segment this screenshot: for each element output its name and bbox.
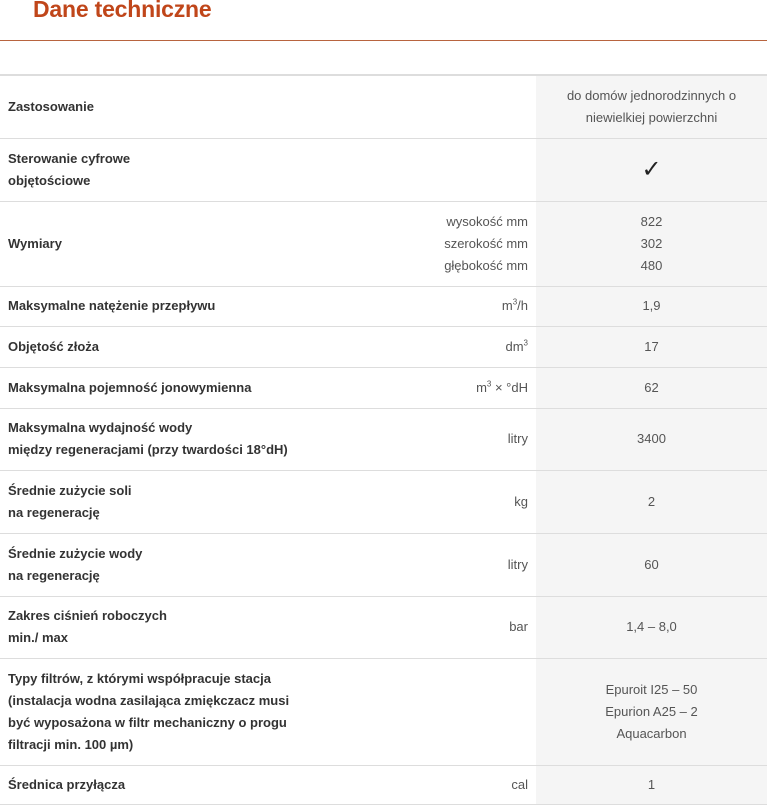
table-row — [0, 76, 767, 138]
row-label: Sterowanie cyfrowe objętościowe — [0, 138, 310, 201]
table-row — [0, 286, 767, 326]
table-row — [0, 533, 767, 596]
row-label: Średnie zużycie wody na regenerację — [0, 533, 310, 596]
table-row — [0, 658, 767, 765]
row-label: Zakres ciśnień roboczych min./ max — [0, 596, 310, 658]
page-title: Dane techniczne — [33, 0, 212, 22]
row-value: 17 — [536, 326, 767, 367]
row-unit — [310, 138, 536, 201]
row-label: Średnie zużycie soli na regenerację — [0, 470, 310, 533]
row-value: 822 302 480 — [536, 201, 767, 286]
row-value: 2 — [536, 470, 767, 533]
row-unit: bar — [310, 596, 536, 658]
checkmark-icon: ✓ — [641, 155, 662, 183]
row-label: Objętość złoża — [0, 326, 310, 367]
table-row — [0, 367, 767, 408]
title-divider — [0, 40, 767, 41]
row-unit: litry — [310, 533, 536, 596]
table-row — [0, 408, 767, 470]
row-label: Maksymalna wydajność wody między regeneracjami (przy twardości 18°dH) — [0, 408, 310, 470]
table-row — [0, 201, 767, 286]
row-value: 3400 — [536, 408, 767, 470]
table-row — [0, 326, 767, 367]
row-label: Maksymalne natężenie przepływu — [0, 286, 310, 326]
row-unit: cal — [310, 765, 536, 804]
row-value: 1,4 – 8,0 — [536, 596, 767, 658]
row-value: Epuroit I25 – 50 Epurion A25 – 2 Aquacarbon — [536, 658, 767, 765]
table-row — [0, 138, 767, 201]
table-row — [0, 765, 767, 804]
row-unit: wysokość mm szerokość mm głębokość mm — [310, 201, 536, 286]
row-value — [536, 138, 767, 201]
row-unit: $dm^3$ — [310, 326, 536, 367]
row-unit — [310, 658, 536, 765]
technical-data-table — [0, 76, 767, 805]
row-value: 60 — [536, 533, 767, 596]
row-value: 62 — [536, 367, 767, 408]
row-unit: litry — [310, 408, 536, 470]
row-unit: $m^3/h$ — [310, 286, 536, 326]
row-value: 1,9 — [536, 286, 767, 326]
row-value: 1 — [536, 765, 767, 804]
row-unit: $m^3 \times ^\circ dH$ — [310, 367, 536, 408]
row-label: Maksymalna pojemność jonowymienna — [0, 367, 310, 408]
table-row — [0, 470, 767, 533]
row-label: Zastosowanie — [0, 76, 310, 138]
row-value: do domów jednorodzinnych o niewielkiej powierzchni — [536, 76, 767, 138]
row-unit — [310, 76, 536, 138]
row-unit: kg — [310, 470, 536, 533]
table-row — [0, 596, 767, 658]
row-label: Typy filtrów, z którymi współpracuje stacja (instalacja wodna zasilająca zmiękczacz musi być wyposażona w filtr mechaniczny o progu filtracji min. 100 µm) — [0, 658, 310, 765]
row-label: Średnica przyłącza — [0, 765, 310, 804]
row-label: Wymiary — [0, 201, 310, 286]
